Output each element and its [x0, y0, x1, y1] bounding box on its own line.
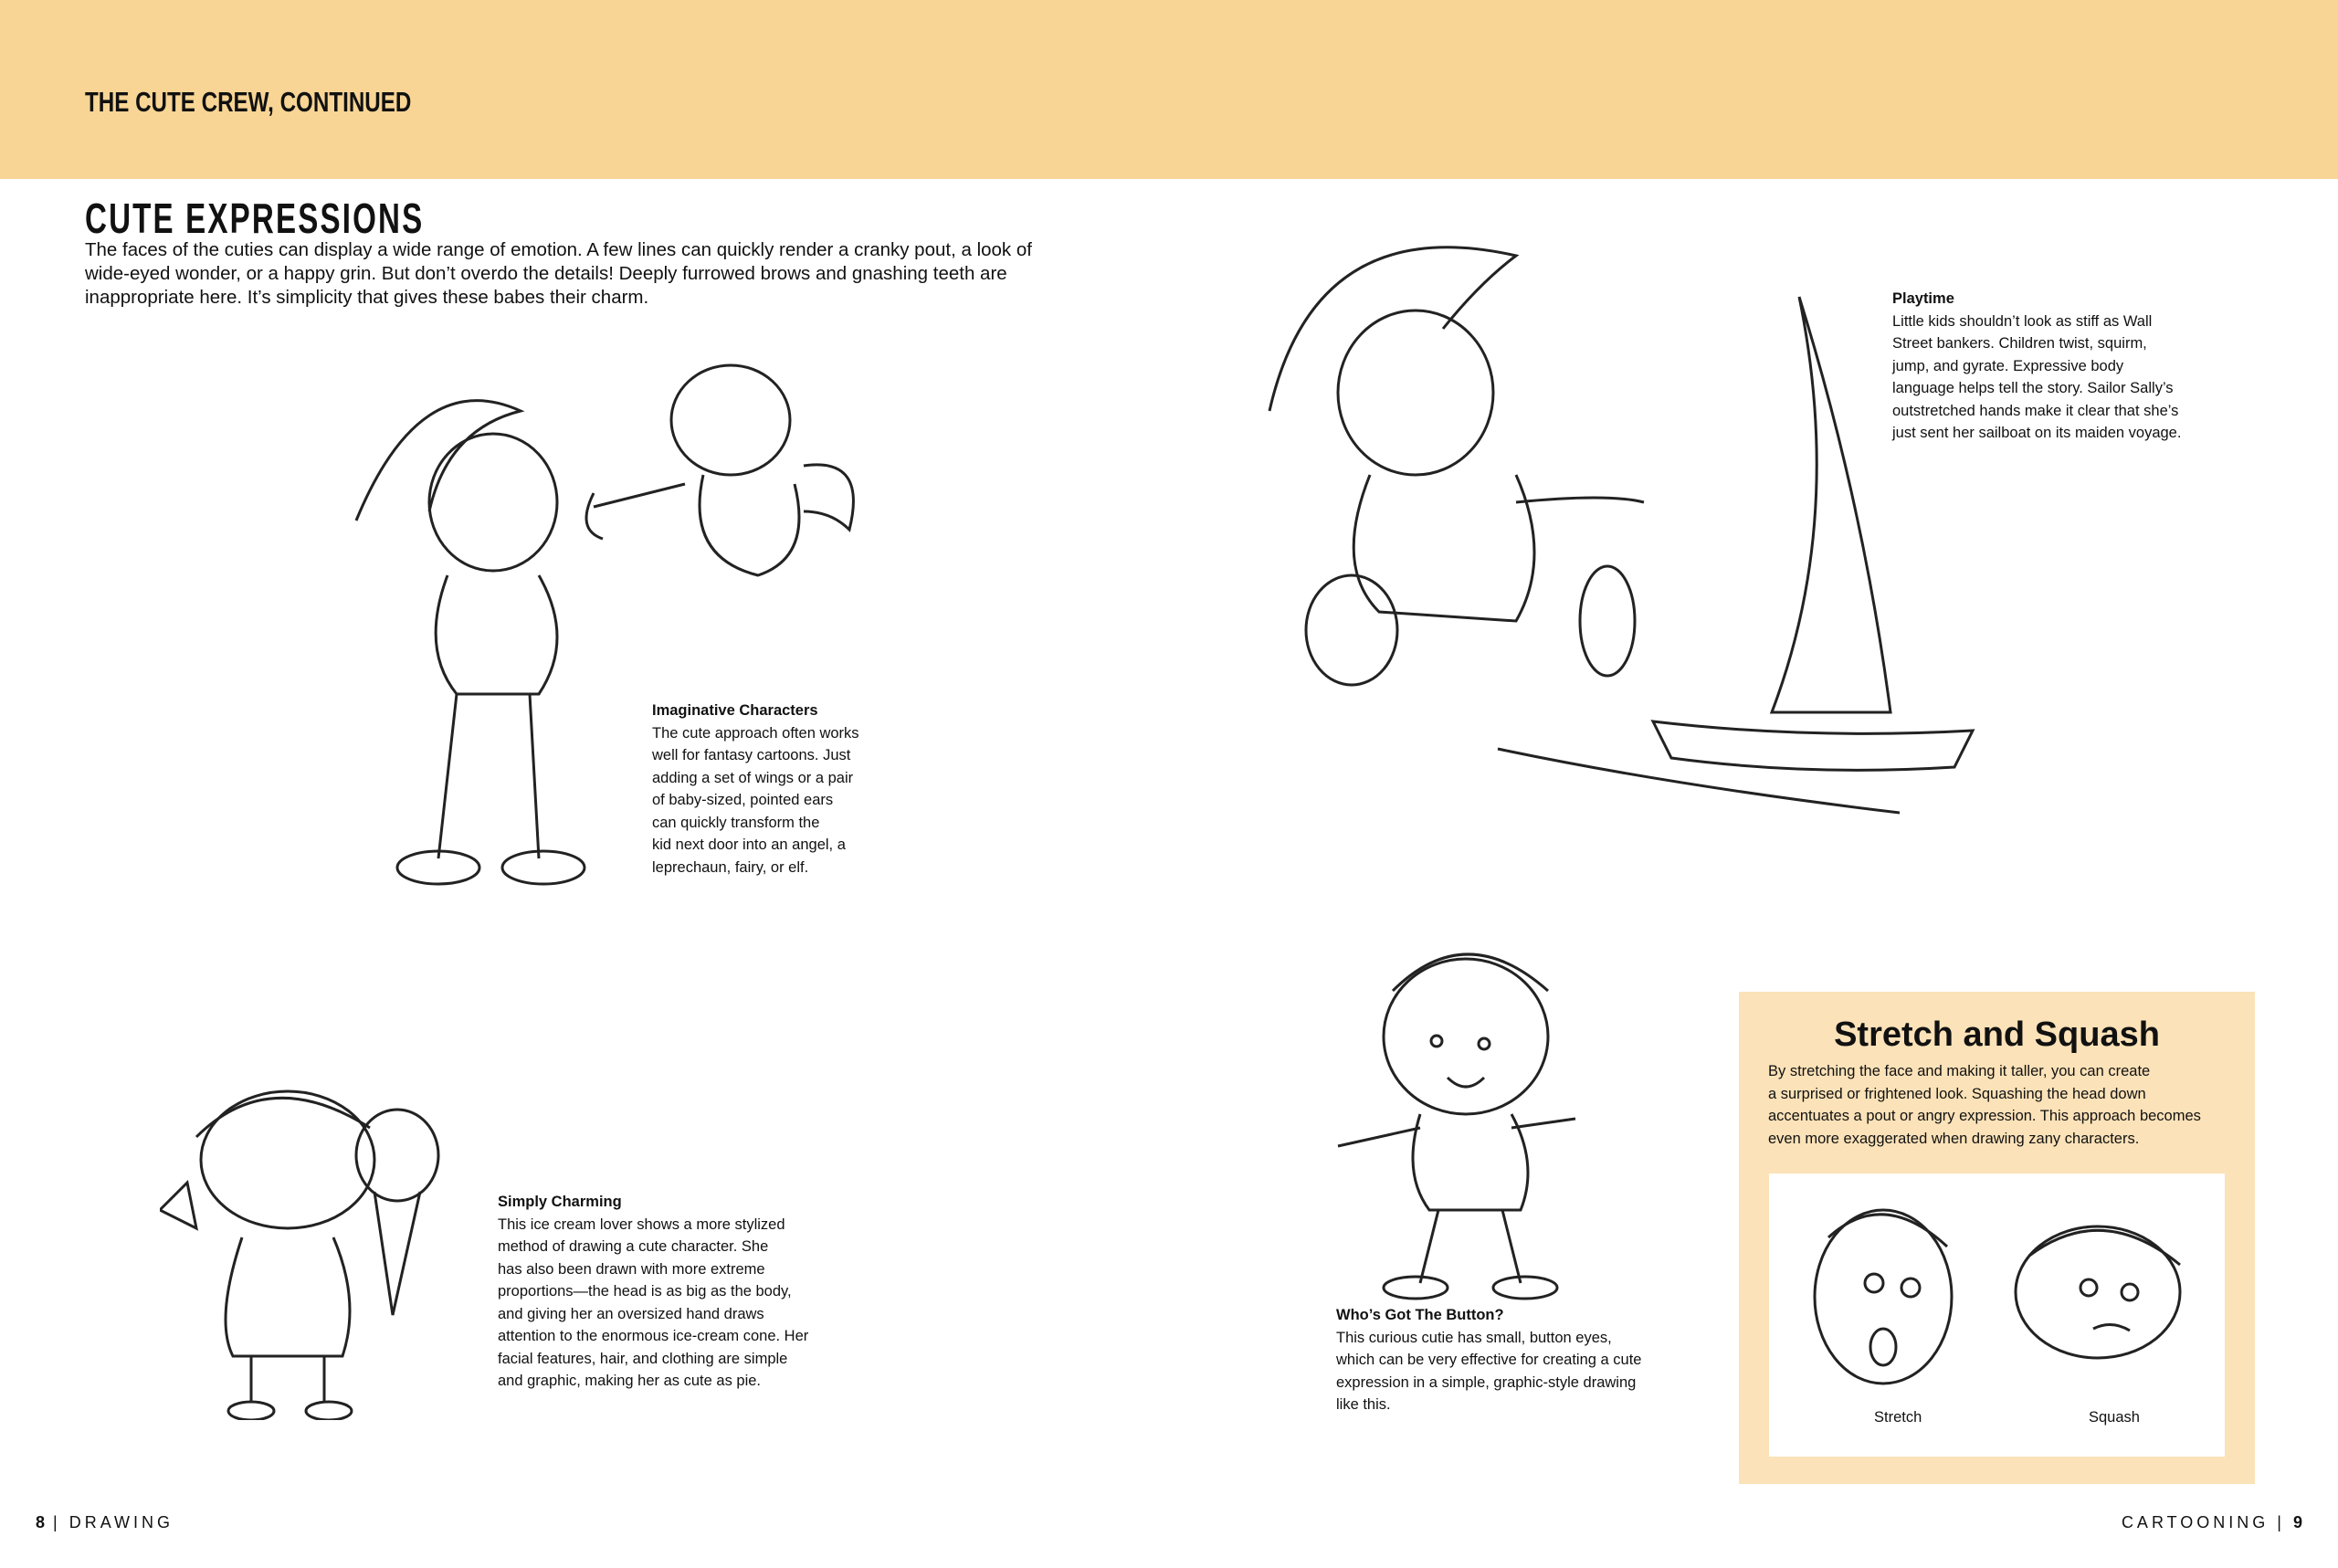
caption-line: outstretched hands make it clear that she’s [1892, 402, 2179, 419]
sidebar-line: By stretching the face and making it taller, you can create [1768, 1063, 2151, 1079]
caption-simply-charming [498, 1191, 808, 1393]
caption-line: method of drawing a cute character. She [498, 1238, 769, 1255]
sidebar-title: Stretch and Squash [1834, 1016, 2160, 1054]
caption-line: This curious cutie has small, button eyes, [1336, 1329, 1612, 1346]
caption-line: jump, and gyrate. Expressive body [1892, 357, 2124, 374]
caption-line: kid next door into an angel, a [652, 837, 846, 853]
section-title: CUTE EXPRESSIONS [85, 195, 425, 242]
header-band [0, 0, 2338, 179]
caption-line: and graphic, making her as cute as pie. [498, 1373, 762, 1389]
caption-line: Street bankers. Children twist, squirm, [1892, 335, 2147, 352]
caption-imaginative-characters [652, 700, 859, 879]
page-number-left: 8 [36, 1513, 46, 1531]
sidebar-line: even more exaggerated when drawing zany characters. [1768, 1130, 2140, 1147]
caption-line: This ice cream lover shows a more stylized [498, 1215, 785, 1233]
caption-line: like this. [1336, 1396, 1391, 1413]
page-number-right: 9 [2292, 1513, 2302, 1531]
button-eyes-boy-illustration [1329, 936, 1639, 1301]
sidebar-text [1768, 1060, 2234, 1150]
caption-title: Simply Charming [498, 1194, 622, 1210]
sidebar-line: accentuates a pout or angry expression. This approach becomes [1768, 1108, 2201, 1124]
ice-cream-girl-illustration [160, 1082, 461, 1420]
intro-paragraph: The faces of the cuties can display a wide range of emotion. A few lines can quickly render a cranky pout, a look of wide-eyed wonder, or a happy grin. But don’t overdo the details! Deeply furrowed brows and gnashing teeth are inappropriate here. It’s simplicity that gives these babes their charm. [85, 239, 1032, 308]
stretch-squash-figure [1769, 1173, 2225, 1457]
caption-playtime [1892, 288, 2181, 445]
squash-label: Squash [2089, 1409, 2140, 1426]
section-name-left: DRAWING [68, 1513, 174, 1531]
sidebar-line: a surprised or frightened look. Squashing the head down [1768, 1085, 2146, 1102]
caption-line: attention to the enormous ice-cream cone. Her [498, 1328, 809, 1344]
caption-line: and giving her an oversized hand draws [498, 1305, 764, 1322]
caption-line: Little kids shouldn’t look as stiff as Wall [1892, 312, 2153, 330]
caption-line: leprechaun, fairy, or elf. [652, 858, 809, 876]
caption-line: of baby-sized, pointed ears [652, 792, 834, 808]
stretch-squash-sidebar [1739, 992, 2255, 1484]
caption-line: facial features, hair, and clothing are simple [498, 1350, 788, 1367]
footer-left: 8 | DRAWING [36, 1513, 174, 1531]
caption-line: well for fantasy cartoons. Just [652, 747, 851, 763]
caption-line: just sent her sailboat on its maiden voyage. [1892, 425, 2182, 441]
caption-line: can quickly transform the [652, 814, 820, 831]
caption-title: Playtime [1892, 290, 1954, 307]
caption-line: has also been drawn with more extreme [498, 1260, 765, 1278]
caption-line: The cute approach often works [652, 724, 859, 742]
sailor-sally-illustration [1260, 228, 1991, 913]
caption-line: expression in a simple, graphic-style drawing [1336, 1373, 1637, 1391]
running-head: THE CUTE CREW, CONTINUED [85, 86, 412, 118]
caption-line: proportions—the head is as big as the body, [498, 1283, 792, 1300]
caption-title: Imaginative Characters [652, 702, 818, 719]
footer-right: CARTOONING | 9 [2121, 1513, 2302, 1531]
section-name-right: CARTOONING [2121, 1513, 2270, 1531]
squash-face-illustration [2002, 1210, 2194, 1374]
stretch-label: Stretch [1874, 1409, 1922, 1426]
stretch-face-illustration [1792, 1192, 1975, 1393]
caption-title: Who’s Got The Button? [1336, 1307, 1504, 1323]
caption-line: language helps tell the story. Sailor Sally’s [1892, 380, 2174, 396]
caption-line: which can be very effective for creating a cute [1336, 1352, 1642, 1368]
caption-line: adding a set of wings or a pair [652, 769, 854, 786]
caption-whos-got-the-button [1336, 1304, 1641, 1416]
